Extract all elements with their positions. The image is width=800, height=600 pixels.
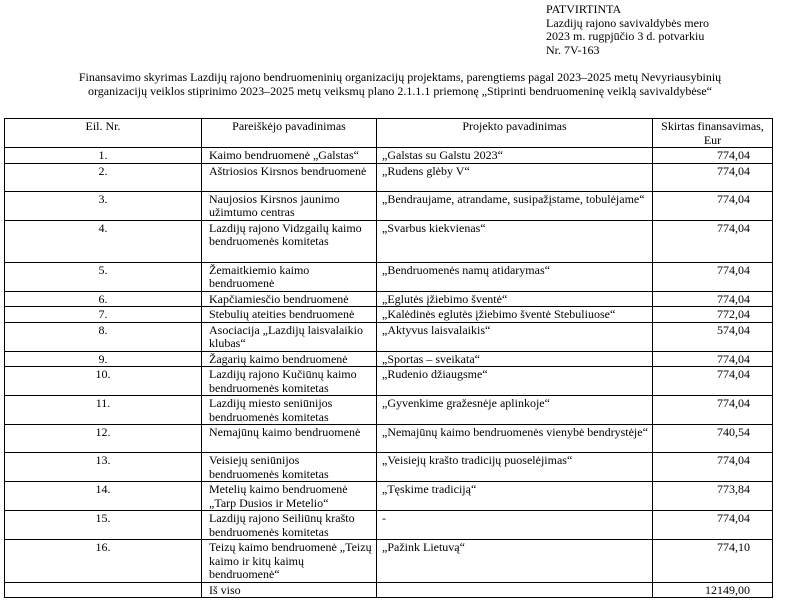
- row-nr: 6.: [5, 291, 202, 307]
- row-nr: 7.: [5, 307, 202, 323]
- heading-line-2: organizacijų veiklos stiprinimo 2023–2025 metų veiksmų plano 2.1.1.1 priemonę „Stiprinti bendruomeninę veiklą savivaldybėse“: [88, 83, 712, 98]
- row-project: „Svarbus kiekvienas“: [377, 220, 653, 262]
- row-nr: 14.: [5, 482, 202, 511]
- row-applicant: Naujosios Kirsnos jaunimo užimtumo centras: [202, 191, 377, 220]
- row-project: „Galstas su Galstu 2023“: [377, 148, 653, 164]
- row-nr: 16.: [5, 540, 202, 583]
- row-project: „Nemajūnų kaimo bendruomenės vienybė bendrystėje“: [377, 425, 653, 453]
- row-nr: 10.: [5, 367, 202, 396]
- table-row: [5, 220, 773, 262]
- row-amount: 774,04: [653, 148, 773, 164]
- row-project: „Rudenio džiaugsme“: [377, 367, 653, 396]
- row-nr: 13.: [5, 453, 202, 482]
- row-applicant: Nemajūnų kaimo bendruomenė: [202, 425, 377, 453]
- header-nr: Eil. Nr.: [5, 119, 202, 148]
- total-empty-cell: [5, 582, 202, 598]
- table-row: [5, 396, 773, 425]
- row-amount: 774,04: [653, 396, 773, 425]
- row-nr: 5.: [5, 262, 202, 291]
- row-applicant: Aštriosios Kirsnos bendruomenė: [202, 163, 377, 191]
- row-applicant: Lazdijų rajono Seiliūnų krašto bendruomenės komitetas: [202, 511, 377, 540]
- row-amount: 774,04: [653, 511, 773, 540]
- row-nr: 15.: [5, 511, 202, 540]
- row-applicant: Veisiejų seniūnijos bendruomenės komitetas: [202, 453, 377, 482]
- row-applicant: Teizų kaimo bendruomenė „Teizų kaimo ir kitų kaimų bendruomenė“: [202, 540, 377, 583]
- total-amount: 12149,00: [653, 582, 773, 598]
- row-applicant: Kaimo bendruomenė „Galstas“: [202, 148, 377, 164]
- table-header-row: [5, 119, 773, 148]
- table-row: [5, 291, 773, 307]
- row-applicant: Kapčiamiesčio bendruomenė: [202, 291, 377, 307]
- row-applicant: Asociacija „Lazdijų laisvalaikio klubas“: [202, 322, 377, 351]
- row-applicant: Žemaitkiemio kaimo bendruomenė: [202, 262, 377, 291]
- table-row: [5, 191, 773, 220]
- table-row: [5, 367, 773, 396]
- row-amount: 774,04: [653, 291, 773, 307]
- row-amount: 774,04: [653, 453, 773, 482]
- row-amount: 774,04: [653, 262, 773, 291]
- heading-line-1: Finansavimo skyrimas Lazdijų rajono bendruomeninių organizacijų projektams, parengtiems pagal 2023–2025 metų Nevyriausybinių: [78, 70, 722, 84]
- funding-table: [4, 118, 773, 598]
- row-nr: 3.: [5, 191, 202, 220]
- row-amount: 774,10: [653, 540, 773, 583]
- row-applicant: Lazdijų miesto seniūnijos bendruomenės komitetas: [202, 396, 377, 425]
- total-empty-cell: [377, 582, 653, 598]
- document-heading: [10, 71, 790, 98]
- table-row: [5, 307, 773, 323]
- row-project: „Kalėdinės eglutės įžiebimo šventė Stebuliuose“: [377, 307, 653, 323]
- approval-title: PATVIRTINTA: [546, 2, 622, 16]
- row-amount: 773,84: [653, 482, 773, 511]
- header-applicant: Pareiškėjo pavadinimas: [202, 119, 377, 148]
- row-project: „Tęskime tradiciją“: [377, 482, 653, 511]
- table-row: [5, 262, 773, 291]
- row-nr: 8.: [5, 322, 202, 351]
- total-label: Iš viso: [202, 582, 377, 598]
- table-row: [5, 148, 773, 164]
- row-project: -: [377, 511, 653, 540]
- approval-number: Nr. 7V-163: [546, 42, 600, 57]
- row-project: „Bendruomenės namų atidarymas“: [377, 262, 653, 291]
- row-project: „Veisiejų krašto tradicijų puoselėjimas“: [377, 453, 653, 482]
- header-amount: Skirtas finansavimas, Eur: [653, 119, 773, 148]
- approval-date: 2023 m. rugpjūčio 3 d. potvarkiu: [546, 29, 705, 43]
- row-nr: 9.: [5, 351, 202, 367]
- table-row: [5, 163, 773, 191]
- row-project: „Sportas – sveikata“: [377, 351, 653, 367]
- table-row: [5, 482, 773, 511]
- row-applicant: Metelių kaimo bendruomenė „Tarp Dusios ir Metelio“: [202, 482, 377, 511]
- row-project: „Rudens glėby V“: [377, 163, 653, 191]
- row-nr: 2.: [5, 163, 202, 191]
- row-amount: 740,54: [653, 425, 773, 453]
- total-row: [5, 582, 773, 598]
- row-project: „Eglutės įžiebimo šventė“: [377, 291, 653, 307]
- table-row: [5, 453, 773, 482]
- approval-issuer: Lazdijų rajono savivaldybės mero: [546, 15, 709, 30]
- row-applicant: Lazdijų rajono Vidzgailų kaimo bendruomenės komitetas: [202, 220, 377, 262]
- header-project: Projekto pavadinimas: [377, 119, 653, 148]
- table-row: [5, 322, 773, 351]
- row-nr: 12.: [5, 425, 202, 453]
- row-project: „Pažink Lietuvą“: [377, 540, 653, 583]
- row-amount: 774,04: [653, 163, 773, 191]
- table-row: [5, 425, 773, 453]
- row-project: „Aktyvus laisvalaikis“: [377, 322, 653, 351]
- row-nr: 1.: [5, 148, 202, 164]
- row-amount: 772,04: [653, 307, 773, 323]
- row-nr: 11.: [5, 396, 202, 425]
- row-applicant: Stebulių ateities bendruomenė: [202, 307, 377, 323]
- row-project: „Gyvenkime gražesnėje aplinkoje“: [377, 396, 653, 425]
- row-amount: 574,04: [653, 322, 773, 351]
- row-amount: 774,04: [653, 220, 773, 262]
- table-row: [5, 511, 773, 540]
- table-row: [5, 540, 773, 583]
- row-project: „Bendraujame, atrandame, susipažįstame, tobulėjame“: [377, 191, 653, 220]
- approval-block: [546, 3, 796, 57]
- row-amount: 774,04: [653, 191, 773, 220]
- row-amount: 774,04: [653, 367, 773, 396]
- table-row: [5, 351, 773, 367]
- table-body: [5, 148, 773, 598]
- row-applicant: Žagarių kaimo bendruomenė: [202, 351, 377, 367]
- row-amount: 774,04: [653, 351, 773, 367]
- row-applicant: Lazdijų rajono Kučiūnų kaimo bendruomenės komitetas: [202, 367, 377, 396]
- row-nr: 4.: [5, 220, 202, 262]
